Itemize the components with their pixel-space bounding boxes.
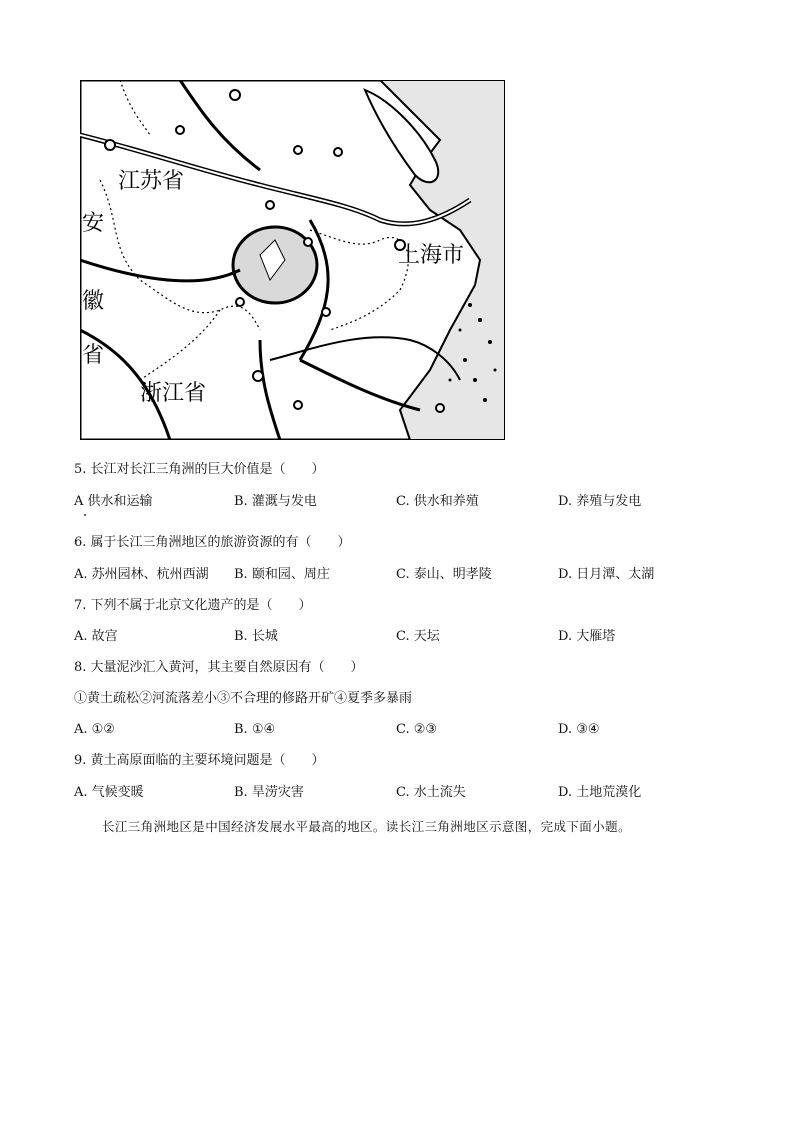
question-5-option-a: A 供水和运输 <box>74 494 153 509</box>
question-7-option-b: B. 长城 <box>234 629 278 644</box>
question-6-option-a: A. 苏州园林、杭州西湖 <box>74 567 209 582</box>
question-7-option-c: C. 天坛 <box>396 629 440 644</box>
question-8-option-a: A. ①② <box>74 722 115 737</box>
question-6-option-c: C. 泰山、明孝陵 <box>396 567 492 582</box>
question-8-statements: ①黄土疏松②河流落差小③不合理的修路开矿④夏季多暴雨 <box>74 691 413 706</box>
section-intro: 长江三角洲地区是中国经济发展水平最高的地区。读长江三角洲地区示意图，完成下面小题。 <box>102 819 631 834</box>
label-anhui-2: 徽 <box>82 289 105 314</box>
question-7-stem: 7. 下列不属于北京文化遗产的是（ ） <box>74 598 312 613</box>
label-jiangsu: 江苏省 <box>118 169 185 194</box>
question-8-option-d: D. ③④ <box>558 722 600 737</box>
question-6-option-d: D. 日月潭、太湖 <box>558 567 655 582</box>
stray-dot <box>84 514 86 516</box>
label-anhui-3: 省 <box>82 343 105 368</box>
question-8-stem: 8. 大量泥沙汇入黄河，其主要自然原因有（ ） <box>74 660 364 675</box>
question-5-option-d: D. 养殖与发电 <box>558 494 642 509</box>
question-8-option-b: B. ①④ <box>234 722 276 737</box>
question-6-option-b: B. 颐和园、周庄 <box>234 567 330 582</box>
question-9-option-a: A. 气候变暖 <box>74 785 144 800</box>
question-8-option-c: C. ②③ <box>396 722 438 737</box>
question-9-stem: 9. 黄土高原面临的主要环境问题是（ ） <box>74 753 325 768</box>
question-7-option-d: D. 大雁塔 <box>558 629 616 644</box>
question-7-option-a: A. 故宫 <box>74 629 118 644</box>
label-zhejiang: 浙江省 <box>140 381 207 406</box>
question-5-stem: 5. 长江对长江三角洲的巨大价值是（ ） <box>74 462 325 477</box>
question-5-option-b: B. 灌溉与发电 <box>234 494 317 509</box>
label-shanghai: 上海市 <box>398 243 465 268</box>
label-anhui-1: 安 <box>82 211 105 236</box>
yangtze-delta-map <box>80 80 505 440</box>
question-9-option-b: B. 旱涝灾害 <box>234 785 304 800</box>
question-5-option-c: C. 供水和养殖 <box>396 494 479 509</box>
question-6-stem: 6. 属于长江三角洲地区的旅游资源的有（ ） <box>74 535 351 550</box>
question-9-option-d: D. 土地荒漠化 <box>558 785 642 800</box>
question-9-option-c: C. 水土流失 <box>396 785 466 800</box>
